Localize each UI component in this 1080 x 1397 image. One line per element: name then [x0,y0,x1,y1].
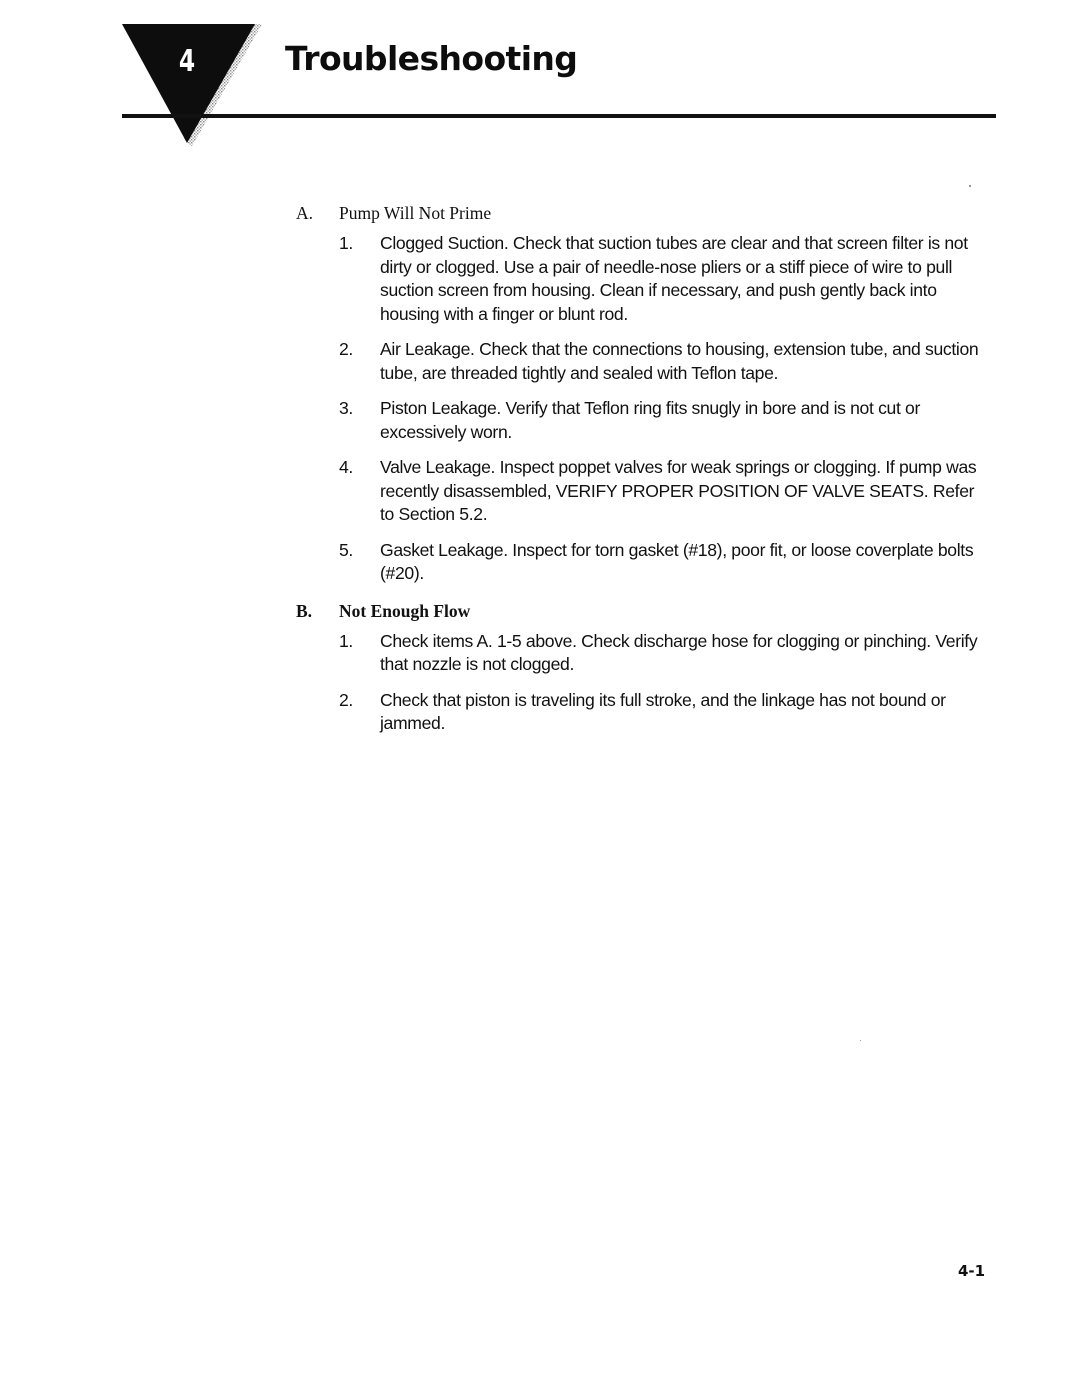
scan-speck [969,185,971,187]
section-heading [296,200,996,226]
item-number: 5. [339,539,353,560]
section-title: Not Enough Flow [339,600,471,621]
item-text: Valve Leakage. Inspect poppet valves for weak springs or clogging. If pump was recently disassembled, VERIFY PROPER POSITION OF VALVE SEATS. Refer to Section 5.2. [380,457,977,524]
section-letter: B. [296,600,313,621]
item-list [296,232,996,586]
section-heading [296,598,996,624]
chapter-triangle-icon [122,22,262,147]
item-number: 4. [339,457,353,477]
item-number: 1. [339,630,353,651]
list-item [339,397,996,444]
item-text: Piston Leakage. Verify that Teflon ring fits snugly in bore and is not cut or excessively worn. [380,398,920,442]
section-letter: A. [296,203,314,223]
list-item [339,630,996,677]
section-not-enough-flow [296,598,996,736]
page-number: 4-1 [958,1262,986,1280]
section-title: Pump Will Not Prime [339,203,492,223]
item-number: 2. [339,689,353,710]
title-divider [122,114,996,118]
scan-speck [860,1040,861,1041]
chapter-badge [122,22,262,147]
list-item [339,232,996,326]
list-item [339,539,996,586]
chapter-number: 4 [178,44,196,79]
item-text: Clogged Suction. Check that suction tubes are clear and that screen filter is not dirty or clogged. Use a pair of needle-nose pliers or a stiff piece of wire to pull suction screen from housing. Clean if necessary, and push gently back into housing with a finger or blunt rod. [380,233,968,324]
item-text: Gasket Leakage. Inspect for torn gasket (#18), poor fit, or loose coverplate bolts (#20). [380,539,974,583]
section-pump-will-not-prime [296,200,996,586]
item-number: 3. [339,398,353,418]
item-text: Air Leakage. Check that the connections to housing, extension tube, and suction tube, are threaded tightly and sealed with Teflon tape. [380,339,979,383]
item-number: 1. [339,233,353,253]
page-title: Troubleshooting [285,39,578,78]
list-item [339,456,996,527]
list-item [339,689,996,736]
troubleshooting-content [296,200,996,748]
list-item [339,338,996,385]
item-text: Check that piston is traveling its full stroke, and the linkage has not bound or jammed. [380,689,946,733]
item-list [296,630,996,736]
item-text: Check items A. 1-5 above. Check discharge hose for clogging or pinching. Verify that nozzle is not clogged. [380,630,978,674]
item-number: 2. [339,339,353,359]
